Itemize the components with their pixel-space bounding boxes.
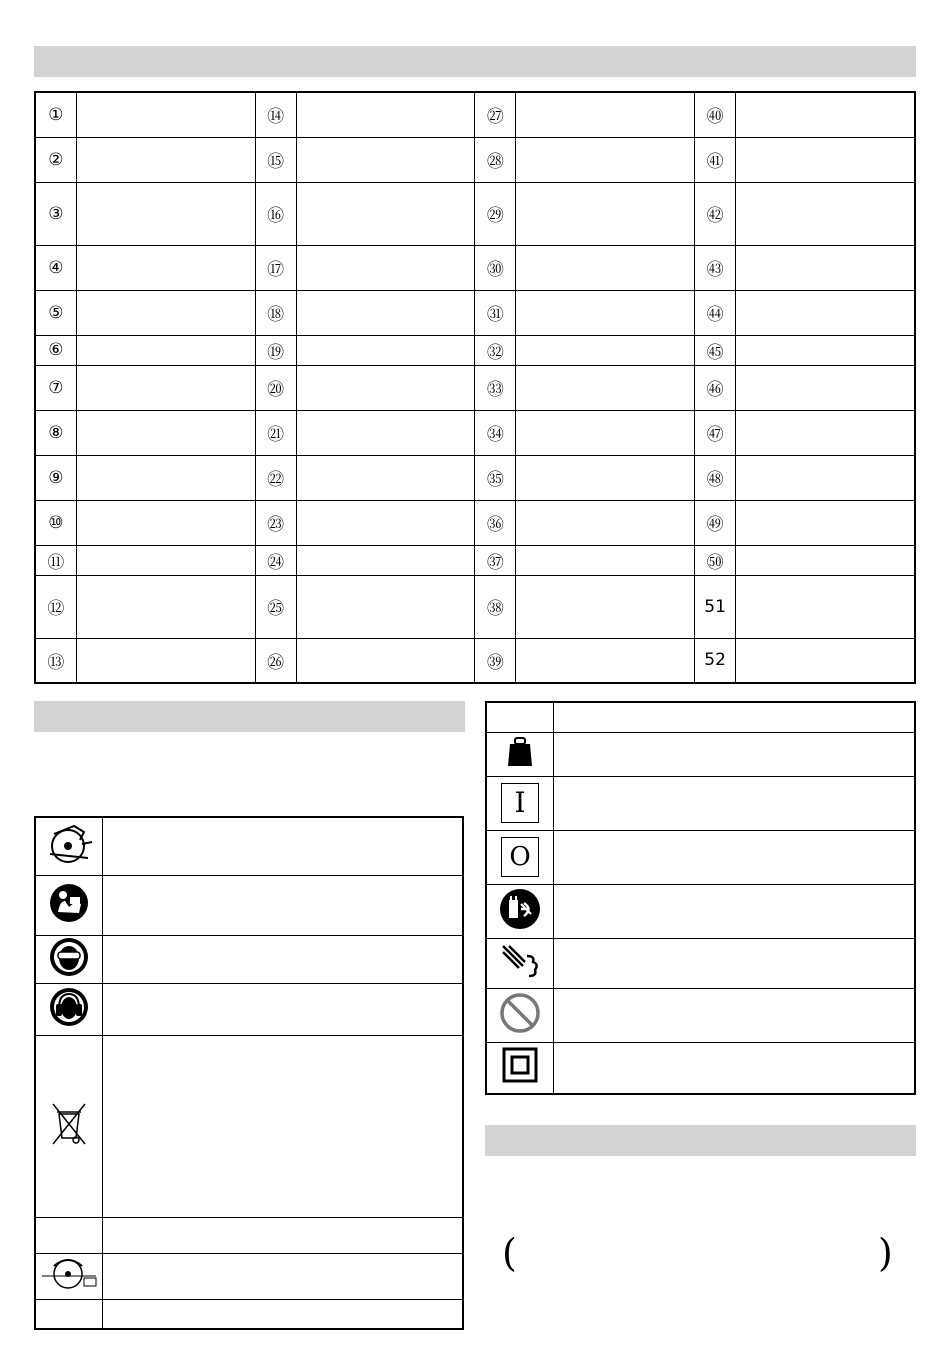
part-number: ㉓ — [255, 500, 296, 545]
parts-row — [35, 92, 915, 137]
part-name — [736, 638, 915, 683]
part-number: 52 — [695, 638, 736, 683]
crossed-bin-icon — [49, 1102, 89, 1146]
part-name — [736, 290, 915, 335]
symbol-description — [554, 1042, 916, 1094]
part-number: ⑪ — [35, 545, 76, 575]
disconnect-plug-icon — [499, 888, 541, 930]
part-number: ㊵ — [695, 92, 736, 137]
part-name — [736, 245, 915, 290]
part-name — [736, 137, 915, 182]
part-number: ⑱ — [255, 290, 296, 335]
part-name — [736, 365, 915, 410]
part-number: ㊺ — [695, 335, 736, 365]
part-name — [516, 575, 695, 638]
part-name — [76, 455, 255, 500]
part-name — [736, 410, 915, 455]
part-number: ㉚ — [475, 245, 516, 290]
part-number: ⑤ — [35, 290, 76, 335]
part-number: ㉔ — [255, 545, 296, 575]
part-name — [76, 365, 255, 410]
parts-row — [35, 182, 915, 245]
part-name — [76, 638, 255, 683]
part-name — [296, 335, 475, 365]
part-name — [76, 575, 255, 638]
part-number: 51 — [695, 575, 736, 638]
part-number: ㉘ — [475, 137, 516, 182]
part-number: ㉝ — [475, 365, 516, 410]
part-name — [296, 365, 475, 410]
part-name — [296, 575, 475, 638]
part-number: ㊾ — [695, 500, 736, 545]
symbol-description — [554, 884, 916, 938]
symbol-description — [554, 830, 916, 884]
part-name — [516, 365, 695, 410]
symbol-cell — [35, 935, 103, 983]
eye-protection-icon — [48, 936, 90, 978]
symbol-cell — [486, 702, 554, 732]
part-name — [296, 638, 475, 683]
symbol-cell — [35, 817, 103, 875]
part-number: ⑦ — [35, 365, 76, 410]
symbol-cell — [486, 776, 554, 830]
part-name — [296, 137, 475, 182]
part-number: ① — [35, 92, 76, 137]
parts-row — [35, 545, 915, 575]
parts-row — [35, 500, 915, 545]
saw-blade-guard-icon — [40, 1254, 98, 1294]
switch-on-icon: I — [501, 783, 539, 823]
symbol-description — [103, 817, 464, 875]
part-name — [296, 182, 475, 245]
part-name — [296, 245, 475, 290]
parts-row — [35, 245, 915, 290]
part-number: ④ — [35, 245, 76, 290]
parts-row — [35, 365, 915, 410]
part-name — [516, 638, 695, 683]
part-name — [736, 455, 915, 500]
symbol-cell — [486, 938, 554, 988]
part-name — [516, 455, 695, 500]
part-number: ㊸ — [695, 245, 736, 290]
part-number: ③ — [35, 182, 76, 245]
symbol-description — [103, 875, 464, 935]
part-number: ㉑ — [255, 410, 296, 455]
part-name — [76, 335, 255, 365]
part-number: ㊷ — [695, 182, 736, 245]
part-name — [516, 92, 695, 137]
part-name — [516, 290, 695, 335]
part-name — [736, 182, 915, 245]
read-manual-icon — [48, 882, 90, 924]
ear-protection-icon — [48, 986, 90, 1028]
symbol-description — [103, 983, 464, 1035]
part-name — [76, 545, 255, 575]
symbol-description — [554, 938, 916, 988]
symbol-description — [554, 776, 916, 830]
symbol-cell — [35, 1253, 103, 1299]
close-parenthesis: ) — [878, 1231, 893, 1275]
symbol-description — [103, 1253, 464, 1299]
part-number: ⑯ — [255, 182, 296, 245]
part-number: ㉖ — [255, 638, 296, 683]
symbol-description — [103, 1299, 464, 1329]
part-name — [296, 455, 475, 500]
part-number: ⑲ — [255, 335, 296, 365]
right-symbol-table — [485, 701, 916, 1095]
part-number: ⑥ — [35, 335, 76, 365]
symbol-cell — [35, 875, 103, 935]
part-name — [76, 92, 255, 137]
symbol-description — [103, 935, 464, 983]
part-number: ㊽ — [695, 455, 736, 500]
part-number: ⑫ — [35, 575, 76, 638]
switch-off-icon: O — [501, 837, 539, 877]
part-number: ㊶ — [695, 137, 736, 182]
part-name — [296, 410, 475, 455]
part-number: ㉜ — [475, 335, 516, 365]
part-name — [736, 500, 915, 545]
part-name — [516, 410, 695, 455]
symbol-cell — [35, 983, 103, 1035]
symbol-cell — [35, 1035, 103, 1217]
parts-row — [35, 575, 915, 638]
prohibited-icon — [499, 992, 541, 1034]
parts-row — [35, 290, 915, 335]
part-number: ㊻ — [695, 365, 736, 410]
symbol-cell — [486, 988, 554, 1042]
part-name — [736, 545, 915, 575]
symbol-description — [554, 702, 916, 732]
symbol-cell — [486, 884, 554, 938]
left-section-header-bar — [34, 701, 465, 732]
parts-row — [35, 335, 915, 365]
part-name — [76, 137, 255, 182]
part-name — [296, 290, 475, 335]
symbol-description — [554, 732, 916, 776]
weight-icon — [506, 736, 534, 768]
part-number: ㉗ — [475, 92, 516, 137]
part-number: ㊲ — [475, 545, 516, 575]
part-number: ⑮ — [255, 137, 296, 182]
section-header-bar — [34, 46, 916, 77]
class-ii-icon — [502, 1047, 538, 1083]
open-parenthesis: ( — [502, 1231, 517, 1275]
part-name — [516, 137, 695, 182]
symbol-description — [554, 988, 916, 1042]
right-section-header-bar — [485, 1125, 916, 1156]
part-name — [516, 500, 695, 545]
part-number: ㉛ — [475, 290, 516, 335]
part-number: ㊹ — [695, 290, 736, 335]
part-number: ㊱ — [475, 500, 516, 545]
part-name — [296, 500, 475, 545]
part-number: ⑰ — [255, 245, 296, 290]
part-number: ⑳ — [255, 365, 296, 410]
part-name — [76, 410, 255, 455]
part-number: ㊼ — [695, 410, 736, 455]
part-name — [76, 245, 255, 290]
symbol-cell — [486, 1042, 554, 1094]
symbol-description — [103, 1035, 464, 1217]
part-name — [516, 245, 695, 290]
part-name — [516, 182, 695, 245]
part-name — [296, 545, 475, 575]
part-name — [736, 335, 915, 365]
part-number: ㉒ — [255, 455, 296, 500]
part-number: ⑭ — [255, 92, 296, 137]
part-number: ② — [35, 137, 76, 182]
part-name — [516, 335, 695, 365]
part-number: ㉕ — [255, 575, 296, 638]
part-name — [76, 500, 255, 545]
part-number: ⑧ — [35, 410, 76, 455]
symbol-cell — [486, 732, 554, 776]
symbol-description — [103, 1217, 464, 1253]
part-name — [76, 182, 255, 245]
symbol-cell — [35, 1299, 103, 1329]
part-number: ⑩ — [35, 500, 76, 545]
circular-saw-icon — [44, 820, 94, 868]
part-name — [296, 92, 475, 137]
parts-row — [35, 410, 915, 455]
part-number: ㉙ — [475, 182, 516, 245]
part-name — [516, 545, 695, 575]
symbol-cell — [35, 1217, 103, 1253]
part-number: ㊳ — [475, 575, 516, 638]
part-number: ㊴ — [475, 638, 516, 683]
part-number: ㉟ — [475, 455, 516, 500]
left-symbol-table — [34, 816, 464, 1330]
symbol-cell — [486, 830, 554, 884]
part-name — [736, 575, 915, 638]
dust-extraction-icon — [499, 942, 541, 980]
parts-row — [35, 137, 915, 182]
part-number: ㉞ — [475, 410, 516, 455]
parts-list-table — [34, 91, 916, 684]
part-name — [76, 290, 255, 335]
part-number: ⑨ — [35, 455, 76, 500]
parts-row — [35, 455, 915, 500]
parts-row — [35, 638, 915, 683]
part-name — [736, 92, 915, 137]
part-number: ㊿ — [695, 545, 736, 575]
part-number: ⑬ — [35, 638, 76, 683]
